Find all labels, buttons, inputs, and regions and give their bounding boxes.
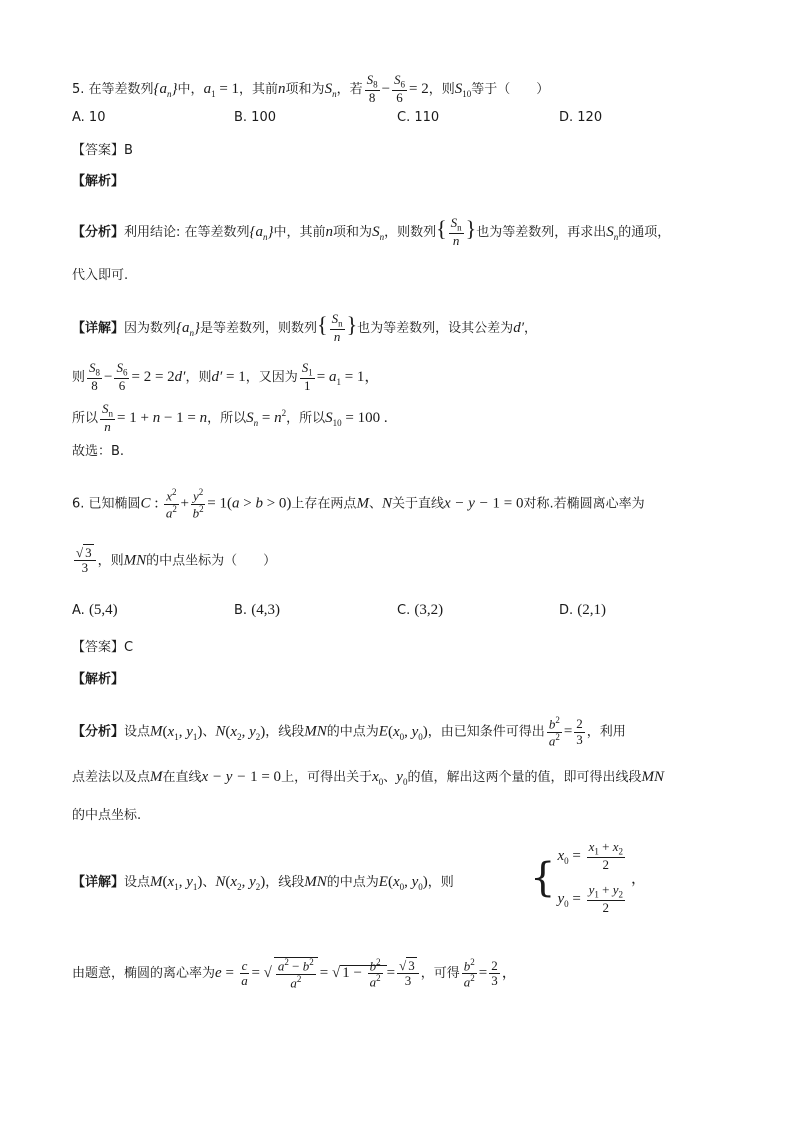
q5-detail-line1: 【详解】因为数列$\{a_n\}$是等差数列，则数列{ $\frac{S_n}{n}$ }也为等差数列，设其公差为d′， bbox=[72, 311, 537, 345]
q5-option-d[interactable]: D. 120 bbox=[559, 110, 603, 125]
q5-stem: 5. 在等差数列$\{a_n\}$中，$a_1 = 1$，其前n项和为$S_n$，若 $\frac{S_8}{8}$ − $\frac{S_6}{6}$ = 2，则$S_{10}$等于（ ） bbox=[72, 72, 550, 106]
q6-analysis-fenxi-line2: 点差法以及点M在直线x − y − 1 = 0上，可得出关于$x_0$、$y_0$的值，解出这两个量的值，即可得出线段MN bbox=[72, 769, 664, 787]
q6-stem-line2: $\frac{√ 3}{3}$ ，则MN的中点坐标为（ ） bbox=[76, 545, 277, 576]
q6-midpoint-system: { $x_0$ = $\frac{x_1 + x_2}{2}$ $y_0$ = $\frac{y_1 + y_2}{2}$ ， bbox=[530, 839, 647, 916]
q6-option-a[interactable]: A. (5,4) bbox=[72, 602, 118, 618]
q5-option-b[interactable]: B. 100 bbox=[234, 110, 276, 125]
q5-detail-line3: 所以 $\frac{S_n}{n}$ = 1 + n − 1 = n，所以$S_n = n^2$，所以$S_{10} = 100$ . bbox=[72, 401, 388, 435]
q6-detail-eccentricity: 由题意，椭圆的离心率为e = $\frac{c}{a}$ = √ $\frac{a^2 - b^2}{a^2}$ = √ 1 − $\frac{b^2}{a^2}$ = $\frac{√ 3}{3}$ ，可得 $\frac{b^2}{a^2}$ = $\frac{2}{3}$ ， bbox=[72, 956, 517, 990]
q5-option-c[interactable]: C. 110 bbox=[397, 110, 440, 125]
q6-analysis-heading: 【解析】 bbox=[72, 672, 125, 687]
q6-option-b[interactable]: B. (4,3) bbox=[234, 602, 280, 618]
q6-option-d[interactable]: D. (2,1) bbox=[559, 602, 607, 618]
q5-analysis-fenxi-line2: 代入即可. bbox=[72, 268, 129, 283]
q6-detail-line1: 【详解】设点$M(x_1$, $y_1$)、$N(x_2$, $y_2$)，线段MN的中点为$E(x_0$, $y_0$)，则 bbox=[72, 874, 454, 892]
q5-detail-line2: 则 $\frac{S_8}{8}$ − $\frac{S_6}{6}$ = 2 = 2d′，则d′ = 1，又因为 $\frac{S_1}{1}$ = $a_1 = 1$， bbox=[72, 360, 380, 394]
q5-analysis-heading: 【解析】 bbox=[72, 174, 125, 189]
q5-analysis-fenxi: 【分析】利用结论: 在等差数列$\{a_n\}$中，其前n项和为$S_n$，则数列{ $\frac{S_n}{n}$ }也为等差数列，再求出$S_n$的通项， bbox=[72, 215, 671, 249]
q6-option-c[interactable]: C. (3,2) bbox=[397, 602, 444, 618]
q5-choose: 故选：B. bbox=[72, 444, 125, 459]
q6-stem: 6. 已知椭圆C : $\frac{x^2}{a^2}$ + $\frac{y^2}{b^2}$ = 1(a > b > 0)上存在两点M、N关于直线x − y − 1 = 0对称.若椭圆离心率为 bbox=[72, 487, 645, 520]
q5-answer: 【答案】B bbox=[72, 143, 133, 158]
q6-answer: 【答案】C bbox=[72, 640, 134, 655]
q5-option-a[interactable]: A. 10 bbox=[72, 110, 106, 125]
q6-analysis-fenxi-line3: 的中点坐标. bbox=[72, 808, 142, 823]
q6-analysis-fenxi: 【分析】设点$M(x_1$, $y_1$)、$N(x_2$, $y_2$)，线段MN的中点为$E(x_0$, $y_0$)，由已知条件可得出 $\frac{b^2}{a^2}$ = $\frac{2}{3}$ ，利用 bbox=[72, 715, 626, 748]
